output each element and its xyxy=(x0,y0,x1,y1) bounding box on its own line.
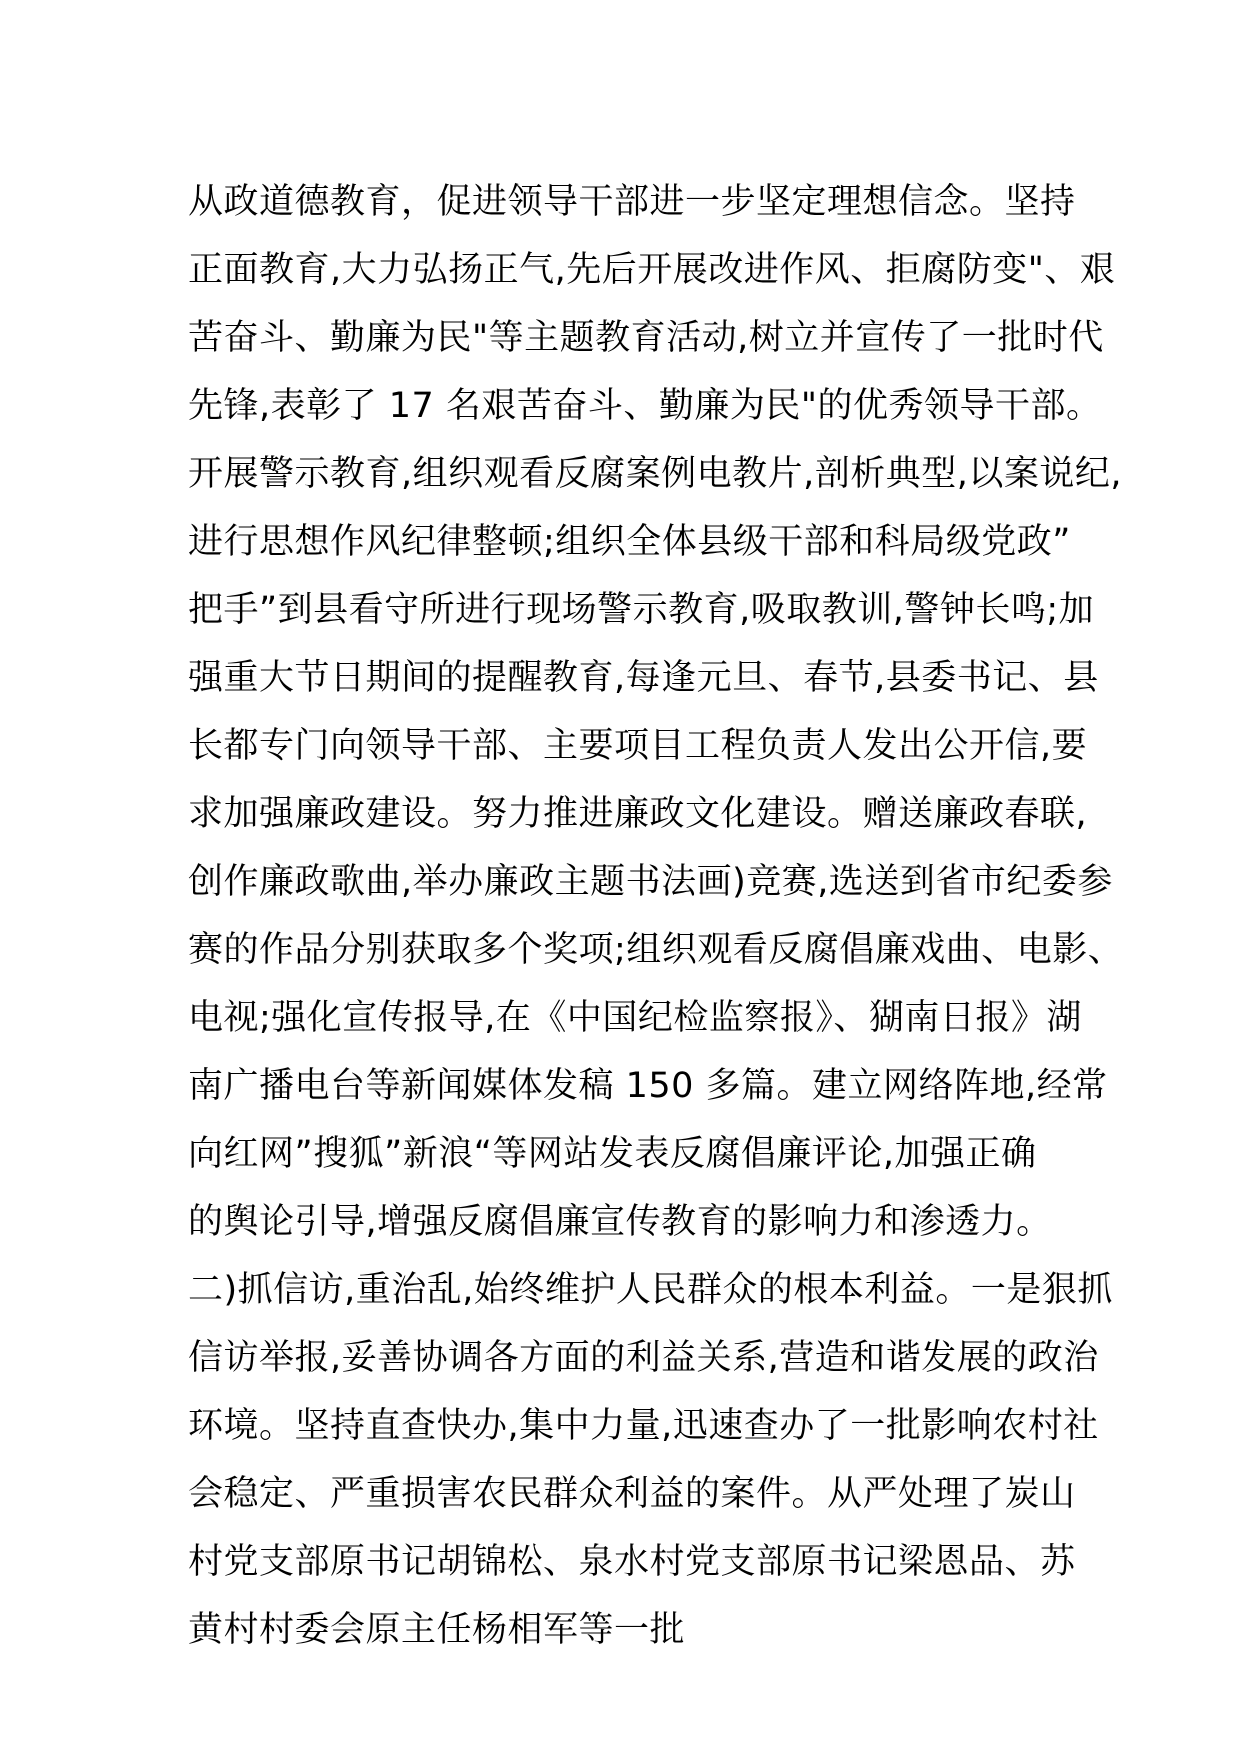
text-line: 把手”到县看守所进行现场警示教育,吸取教训,警钟长鸣;加 xyxy=(188,590,1095,630)
text-line: 村党支部原书记胡锦松、泉水村党支部原书记梁恩品、苏 xyxy=(188,1542,1076,1582)
text-line: 创作廉政歌曲,举办廉政主题书法画)竞赛,选送到省市纪委参 xyxy=(188,862,1113,902)
body-text xyxy=(188,168,1124,1664)
text-line: 长都专门向领导干部、主要项目工程负责人发出公开信,要 xyxy=(188,726,1088,766)
text-line: 赛的作品分别获取多个奖项;组织观看反腐倡廉戏曲、电影、 xyxy=(188,930,1124,970)
text-line: 正面教育,大力弘扬正气,先后开展改进作风、拒腐防变"、艰 xyxy=(188,250,1116,290)
text-line: 苦奋斗、勤廉为民"等主题教育活动,树立并宣传了一批时代 xyxy=(188,318,1104,358)
text-line: 电视;强化宣传报导,在《中国纪检监察报》、猢南日报》湖 xyxy=(188,998,1082,1038)
text-line: 信访举报,妥善协调各方面的利益关系,营造和谐发展的政治 xyxy=(188,1338,1099,1378)
text-line: 开展警示教育,组织观看反腐案例电教片,剖析典型,以案说纪, xyxy=(188,454,1123,494)
text-line: 先锋,表彰了 17 名艰苦奋斗、勤廉为民"的优秀领导干部。 xyxy=(188,386,1102,426)
text-line: 二)抓信访,重治乱,始终维护人民群众的根本利益。一是狠抓 xyxy=(188,1270,1113,1310)
text-line: 南广播电台等新闻媒体发稿 150 多篇。建立网络阵地,经常 xyxy=(188,1066,1108,1106)
text-line: 强重大节日期间的提醒教育,每逢元旦、春节,县委书记、县 xyxy=(188,658,1099,698)
text-line: 环境。坚持直查快办,集中力量,迅速查办了一批影响农村社 xyxy=(188,1406,1099,1446)
text-line: 会稳定、严重损害农民群众利益的案件。从严处理了炭山 xyxy=(188,1474,1076,1514)
text-line: 求加强廉政建设。努力推进廉政文化建设。赠送廉政春联, xyxy=(188,794,1088,834)
text-line: 黄村村委会原主任杨相军等一批 xyxy=(188,1610,686,1650)
text-line: 进行思想作风纪律整顿;组织全体县级干部和科局级党政” xyxy=(188,522,1071,562)
text-line: 的舆论引导,增强反腐倡廉宣传教育的影响力和渗透力。 xyxy=(188,1202,1052,1242)
text-line: 从政道德教育，促进领导干部进一步坚定理想信念。坚持 xyxy=(188,182,1076,222)
text-line: 向红网”搜狐”新浪“等网站发表反腐倡廉评论,加强正确 xyxy=(188,1134,1037,1174)
